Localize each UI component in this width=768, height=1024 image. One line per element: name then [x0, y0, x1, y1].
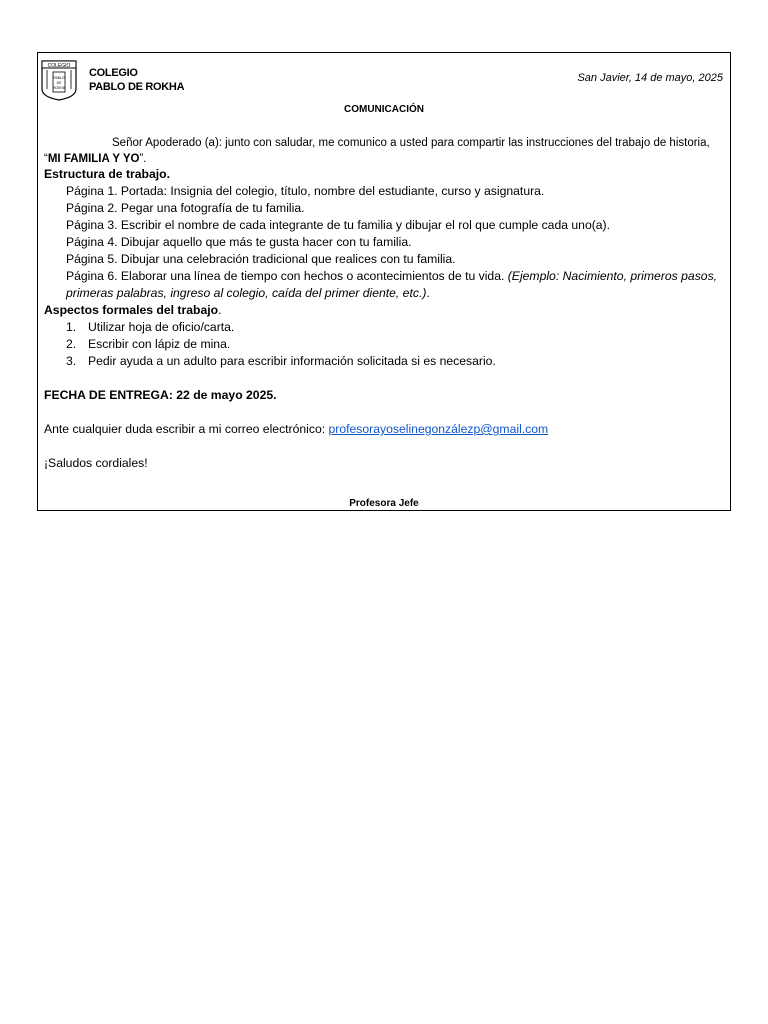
formal-list [44, 319, 724, 370]
quote-open: “ [44, 153, 48, 165]
list-item-number: 1. [66, 320, 77, 334]
closing: ¡Saludos cordiales! [44, 456, 148, 470]
structure-page-1: Página 1. Portada: Insignia del colegio, título, nombre del estudiante, curso y asignatura. [66, 184, 545, 198]
list-item-number: 2. [66, 337, 77, 351]
seal-inner-text-3: ROKHA [52, 86, 66, 90]
page6-example: (Ejemplo: Nacimiento, primeros pasos, primeras palabras, ingreso al colegio, caída del primer diente, etc.) [66, 269, 718, 300]
letter-date: San Javier, 14 de mayo, 2025 [577, 72, 723, 84]
school-name-line-2: PABLO DE ROKHA [89, 81, 185, 93]
seal-top-text: COLEGIO [47, 63, 71, 69]
quote-close: ”. [139, 153, 147, 165]
communication-frame [37, 52, 731, 511]
greeting-text: Señor Apoderado (a): junto con saludar, me comunico a usted para compartir las instrucciones del trabajo de historia, [112, 137, 710, 149]
structure-page-6 [66, 268, 724, 302]
structure-page-3: Página 3. Escribir el nombre de cada integrante de tu familia y dibujar el rol que cumple cada uno(a). [66, 218, 611, 232]
list-item-text: Pedir ayuda a un adulto para escribir información solicitada si es necesario. [88, 354, 496, 368]
list-item-text: Utilizar hoja de oficio/carta. [88, 320, 235, 334]
formal-heading-end: . [218, 303, 222, 317]
email-link[interactable]: profesorayoselinegonzálezp@gmail.com [328, 422, 549, 436]
spacer [44, 404, 724, 421]
signature: Profesora Jefe [349, 498, 419, 509]
school-name-line-1: COLEGIO [89, 67, 138, 79]
list-item [44, 319, 724, 336]
page6-text: Página 6. Elaborar una línea de tiempo con hechos o acontecimientos de tu vida. [66, 269, 505, 283]
contact-text: Ante cualquier duda escribir a mi correo electrónico: [44, 422, 329, 436]
structure-page-4: Página 4. Dibujar aquello que más te gusta hacer con tu familia. [66, 235, 412, 249]
seal-inner-text-1: PABLO [53, 76, 65, 80]
structure-heading: Estructura de trabajo. [44, 167, 170, 181]
structure-page-5: Página 5. Dibujar una celebración tradicional que realices con tu familia. [66, 252, 456, 266]
formal-heading [44, 302, 724, 319]
document-title: COMUNICACIÓN [344, 104, 424, 115]
list-item-number: 3. [66, 354, 77, 368]
project-title: MI FAMILIA Y YO [47, 153, 140, 165]
structure-pages [44, 183, 724, 302]
list-item [44, 336, 724, 353]
deadline: FECHA DE ENTREGA: 22 de mayo 2025. [44, 388, 277, 402]
school-seal-icon [41, 59, 77, 101]
contact-line [44, 421, 724, 438]
school-name [89, 66, 184, 94]
structure-page-2: Página 2. Pegar una fotografía de tu familia. [66, 201, 305, 215]
letter-body [44, 166, 724, 472]
spacer [44, 438, 724, 455]
page6-end: . [426, 286, 430, 300]
seal-inner-text-2: DE [56, 81, 62, 85]
list-item [44, 353, 724, 370]
list-item-text: Escribir con lápiz de mina. [88, 337, 231, 351]
spacer [44, 370, 724, 387]
formal-heading-text: Aspectos formales del trabajo [44, 303, 219, 317]
greeting-paragraph [44, 135, 723, 167]
